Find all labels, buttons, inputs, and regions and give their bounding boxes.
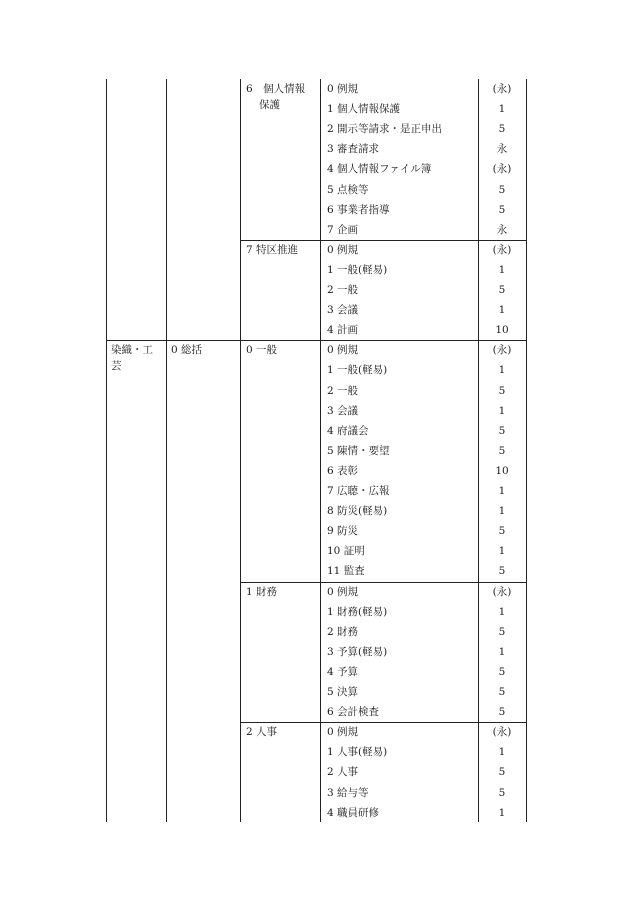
item-name: 4 計画 <box>327 324 359 337</box>
item-name: 2 人事 <box>327 766 359 779</box>
section-label: 2 人事 <box>246 726 278 739</box>
table-vertical-rule <box>526 79 527 822</box>
retention-period: 永 <box>496 143 508 156</box>
retention-period: 1 <box>498 545 506 558</box>
retention-period: 5 <box>498 384 506 397</box>
category-label <box>111 342 165 374</box>
retention-period: 1 <box>498 746 506 759</box>
item-name: 3 給与等 <box>327 786 369 799</box>
retention-period: 5 <box>498 444 506 457</box>
retention-period: 5 <box>498 203 506 216</box>
item-name: 1 財務(軽易) <box>327 605 388 618</box>
section-label: 7 特区推進 <box>246 243 299 256</box>
retention-period: 5 <box>498 786 506 799</box>
item-name: 4 府議会 <box>327 424 369 437</box>
retention-period: 永 <box>496 223 508 236</box>
item-name: 5 点検等 <box>327 183 369 196</box>
item-name: 1 一般(軽易) <box>327 364 388 377</box>
item-name: 0 例規 <box>327 726 359 739</box>
retention-period: (永) <box>492 344 512 357</box>
section-label: 0 一般 <box>246 344 278 357</box>
table-vertical-rule <box>240 79 241 822</box>
retention-period: 1 <box>498 645 506 658</box>
item-name: 3 予算(軽易) <box>327 645 388 658</box>
item-name: 7 広聴・広報 <box>327 485 390 497</box>
section-label-line: 保護 <box>259 99 280 111</box>
retention-period: 1 <box>498 485 506 497</box>
item-name: 6 会計検査 <box>327 706 380 719</box>
retention-period: 1 <box>498 505 506 518</box>
retention-period: 1 <box>498 364 506 377</box>
item-name: 5 決算 <box>327 686 359 698</box>
retention-period: 5 <box>498 123 506 136</box>
table-horizontal-rule <box>106 340 526 341</box>
retention-period: 1 <box>498 304 506 317</box>
retention-period: (永) <box>492 243 512 256</box>
retention-period: 5 <box>498 565 506 578</box>
item-name: 2 一般 <box>327 384 359 397</box>
retention-period: 1 <box>498 605 506 618</box>
retention-period: 5 <box>498 665 506 678</box>
retention-period: 5 <box>498 706 506 719</box>
item-name: 3 会議 <box>327 304 359 317</box>
item-name: 2 一般 <box>327 284 359 296</box>
item-name: 6 表彰 <box>327 464 359 477</box>
retention-period: 1 <box>498 404 506 417</box>
item-name: 4 職員研修 <box>327 806 380 819</box>
retention-period: 10 <box>495 464 509 477</box>
subcategory-label: 0 総括 <box>171 344 203 357</box>
table-vertical-rule <box>166 79 167 822</box>
retention-period: (永) <box>492 163 512 176</box>
retention-period: 5 <box>498 686 506 698</box>
item-name: 10 証明 <box>327 545 365 558</box>
retention-period: 5 <box>498 625 506 638</box>
retention-period: 5 <box>498 183 506 196</box>
item-name: 3 会議 <box>327 404 359 417</box>
item-name: 2 開示等請求・是正申出 <box>327 123 443 136</box>
category-label-line: 芸 <box>111 360 122 373</box>
table-vertical-rule <box>106 79 107 822</box>
item-name: 0 例規 <box>327 344 359 357</box>
item-name: 0 例規 <box>327 585 359 598</box>
retention-period: 5 <box>498 284 506 296</box>
retention-period: 1 <box>498 806 506 819</box>
item-name: 1 人事(軽易) <box>327 746 388 759</box>
section-label-line: 6 個人情報 <box>246 83 306 95</box>
table-vertical-rule <box>478 79 479 822</box>
item-name: 6 事業者指導 <box>327 203 390 216</box>
retention-period: 5 <box>498 766 506 779</box>
item-name: 2 財務 <box>327 625 359 638</box>
retention-period: 1 <box>498 263 506 276</box>
retention-period: 5 <box>498 525 506 538</box>
retention-period: (永) <box>492 83 512 95</box>
item-name: 5 陳情・要望 <box>327 444 390 457</box>
retention-period: 1 <box>498 103 506 116</box>
item-name: 1 一般(軽易) <box>327 263 388 276</box>
item-name: 11 監査 <box>327 565 365 578</box>
item-name: 9 防災 <box>327 525 359 538</box>
retention-period: 5 <box>498 424 506 437</box>
item-name: 0 例規 <box>327 243 359 256</box>
retention-period: (永) <box>492 585 512 598</box>
item-name: 7 企画 <box>327 223 359 236</box>
item-name: 4 個人情報ファイル簿 <box>327 163 432 176</box>
section-label <box>246 81 318 113</box>
category-label-line: 染織・工 <box>111 344 153 357</box>
table-vertical-rule <box>320 79 321 822</box>
item-name: 1 個人情報保護 <box>327 103 401 116</box>
item-name: 4 予算 <box>327 665 359 678</box>
item-name: 0 例規 <box>327 83 359 95</box>
retention-period: (永) <box>492 726 512 739</box>
retention-period: 10 <box>495 324 509 337</box>
section-label: 1 財務 <box>246 585 278 598</box>
item-name: 3 審査請求 <box>327 143 380 156</box>
item-name: 8 防災(軽易) <box>327 505 388 518</box>
